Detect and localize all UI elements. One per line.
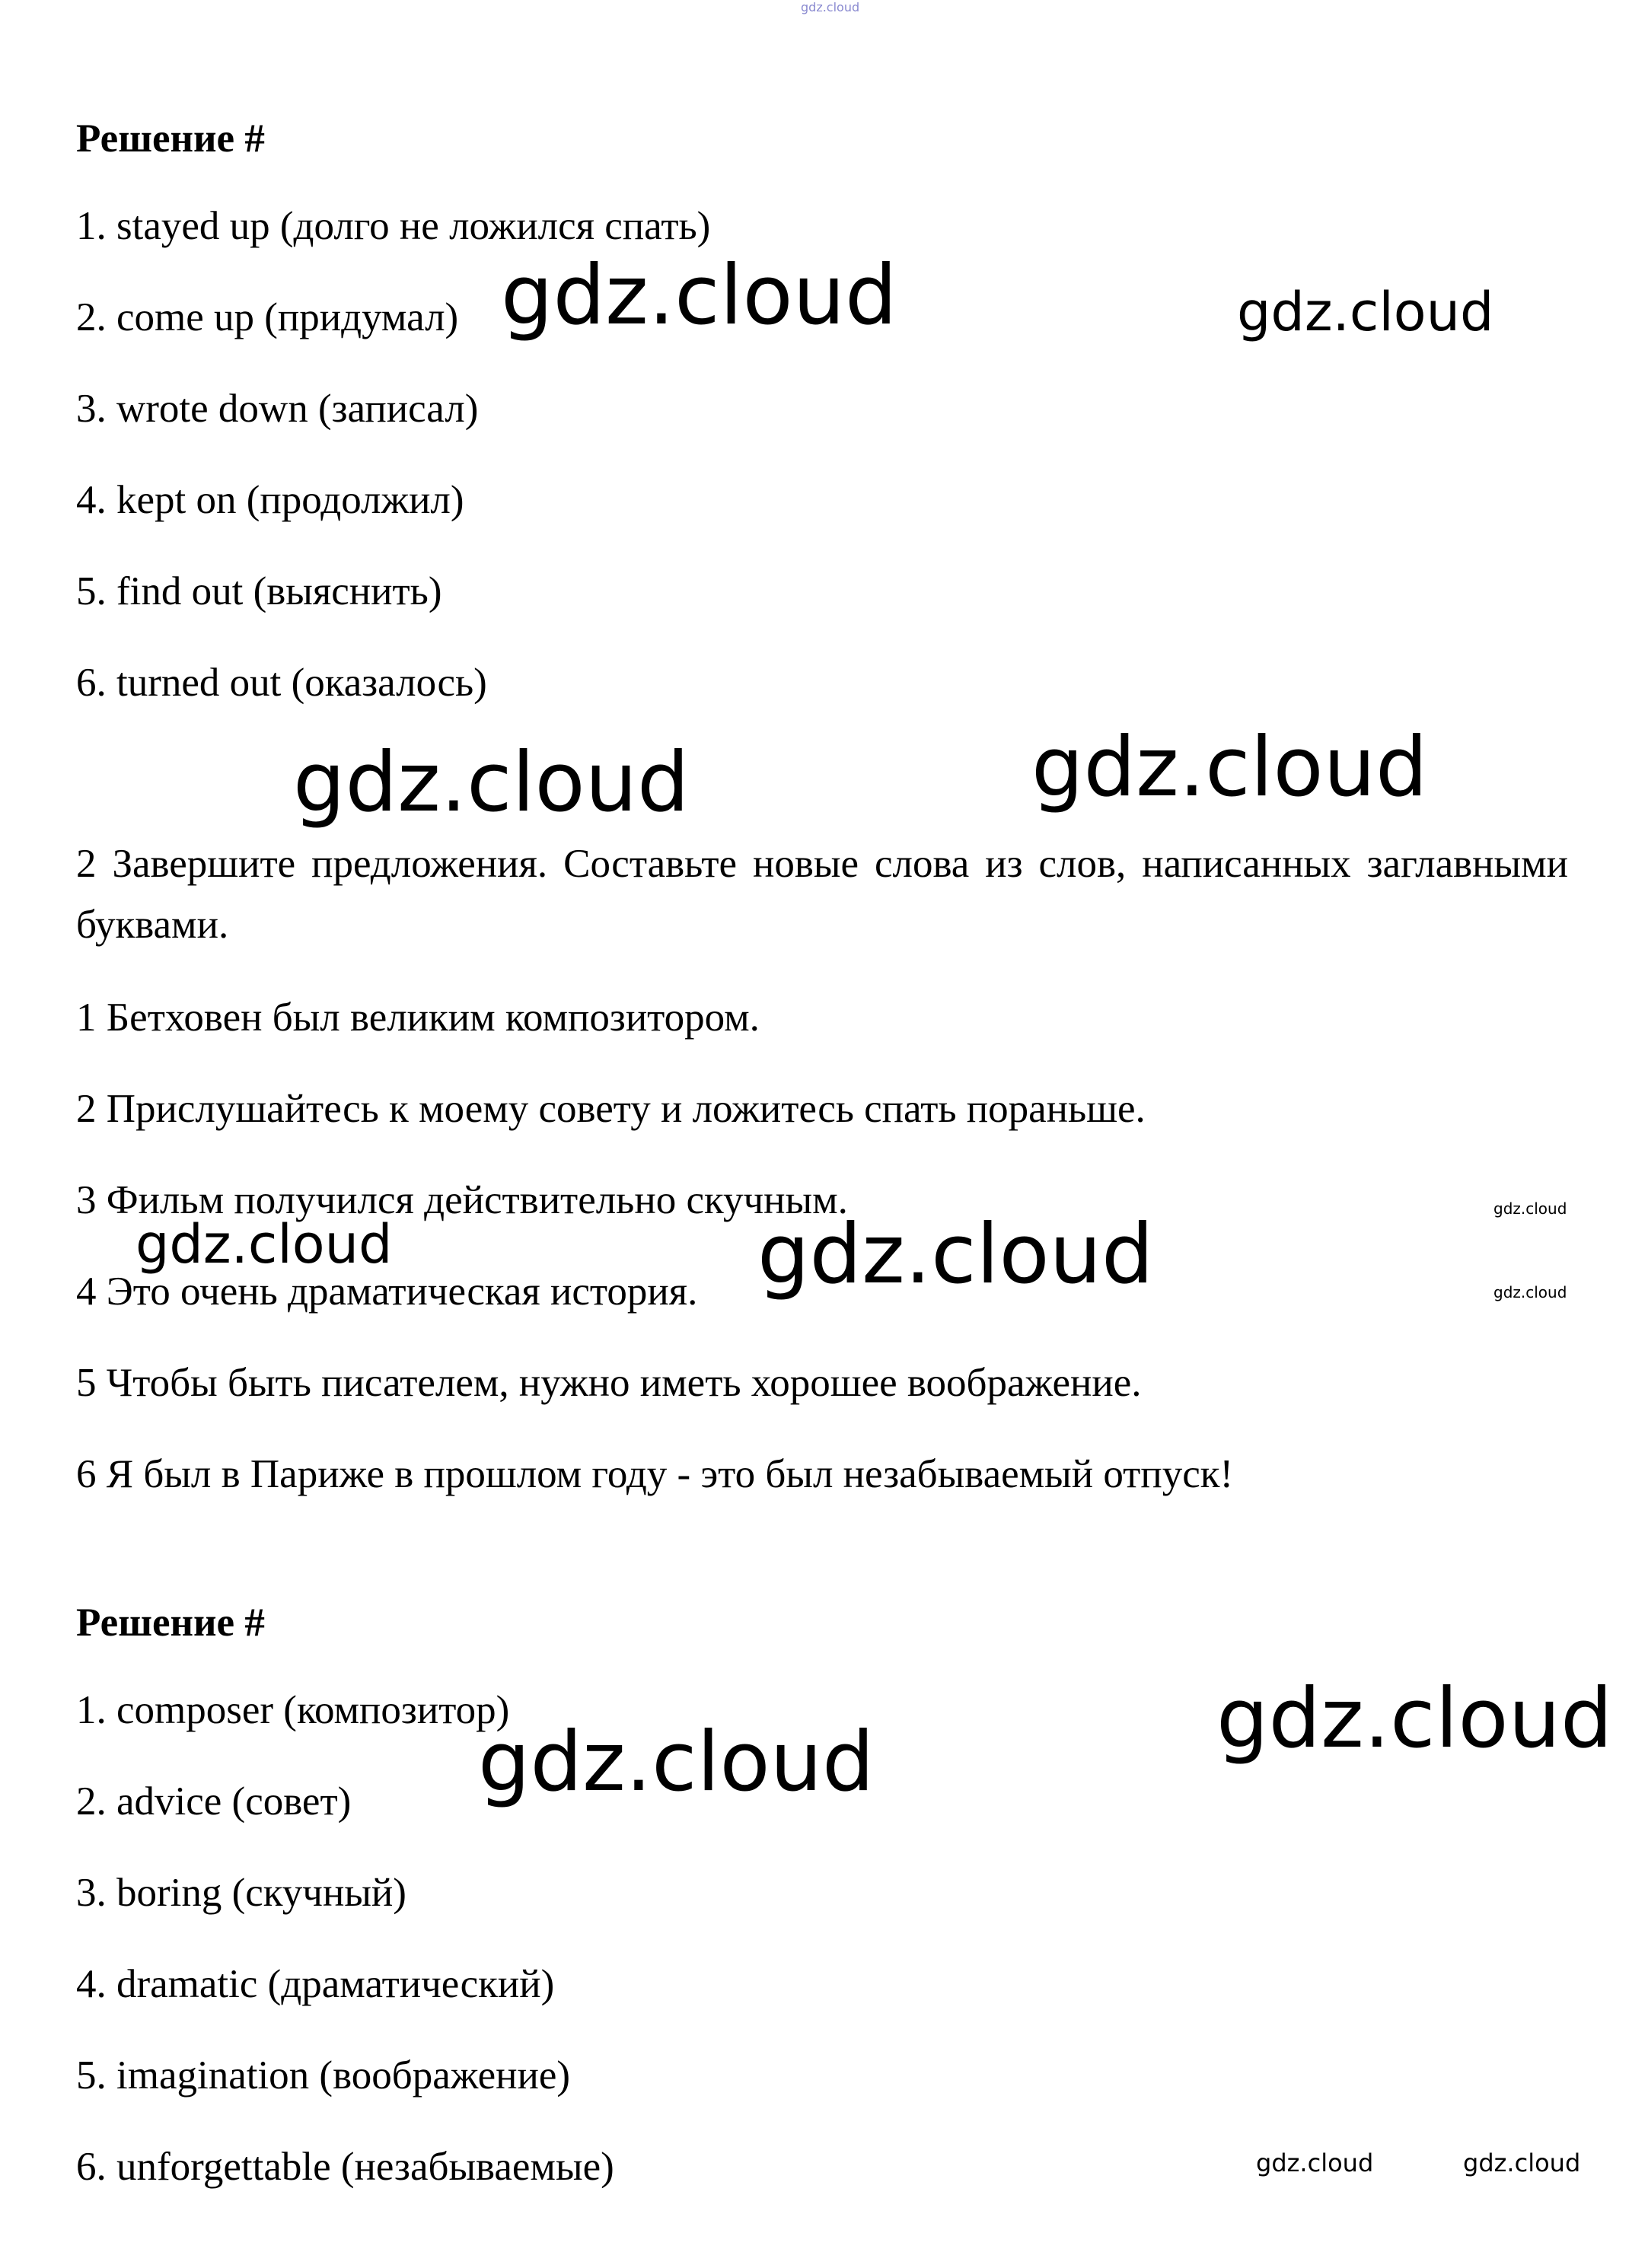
section2-item-2: 2. advice (совет) [76, 1779, 352, 1824]
section2-item-5: 5. imagination (воображение) [76, 2053, 571, 2098]
section1-item-5: 5. find out (выяснить) [76, 569, 442, 613]
watermark: gdz.cloud [1493, 1199, 1567, 1218]
section1-item-4: 4. kept on (продолжил) [76, 478, 464, 522]
watermark: gdz.cloud [501, 248, 897, 343]
watermark: gdz.cloud [135, 1213, 393, 1276]
watermark: gdz.cloud [757, 1207, 1154, 1302]
section1-item-1: 1. stayed up (долго не ложился спать) [76, 204, 711, 248]
section2-item-4: 4. dramatic (драматический) [76, 1962, 555, 2006]
watermark: gdz.cloud [478, 1715, 875, 1810]
watermark: gdz.cloud [1493, 1283, 1567, 1301]
section2-item-3: 3. boring (скучный) [76, 1871, 406, 1915]
section2-heading: Решение # [76, 1601, 265, 1645]
section1-item-2: 2. come up (придумал) [76, 295, 459, 339]
watermark: gdz.cloud [1256, 2149, 1374, 2177]
watermark-top: gdz.cloud [801, 0, 860, 14]
task2-sentence-1: 1 Бетховен был великим композитором. [76, 995, 760, 1040]
watermark: gdz.cloud [1463, 2149, 1581, 2177]
section2-item-1: 1. composer (композитор) [76, 1688, 510, 1732]
task2-sentence-3: 3 Фильм получился действительно скучным. [76, 1178, 848, 1222]
section1-item-6: 6. turned out (оказалось) [76, 661, 487, 705]
watermark: gdz.cloud [293, 735, 690, 830]
section1-heading: Решение # [76, 116, 265, 161]
task2-instruction: 2 Завершите предложения. Составьте новые слова из слов, написанных заглавными буквами. [76, 842, 1568, 947]
watermark: gdz.cloud [1237, 281, 1494, 343]
task2-sentence-6: 6 Я был в Париже в прошлом году - это был незабываемый отпуск! [76, 1452, 1234, 1496]
watermark: gdz.cloud [1031, 720, 1428, 815]
watermark: gdz.cloud [1216, 1671, 1613, 1766]
task2-sentence-4: 4 Это очень драматическая история. [76, 1269, 698, 1314]
section2-item-6: 6. unforgettable (незабываемые) [76, 2145, 614, 2189]
task2-sentence-2: 2 Прислушайтесь к моему совету и ложитесь спать пораньше. [76, 1087, 1146, 1131]
task2-sentence-5: 5 Чтобы быть писателем, нужно иметь хорошее воображение. [76, 1361, 1142, 1405]
section1-item-3: 3. wrote down (записал) [76, 387, 479, 431]
